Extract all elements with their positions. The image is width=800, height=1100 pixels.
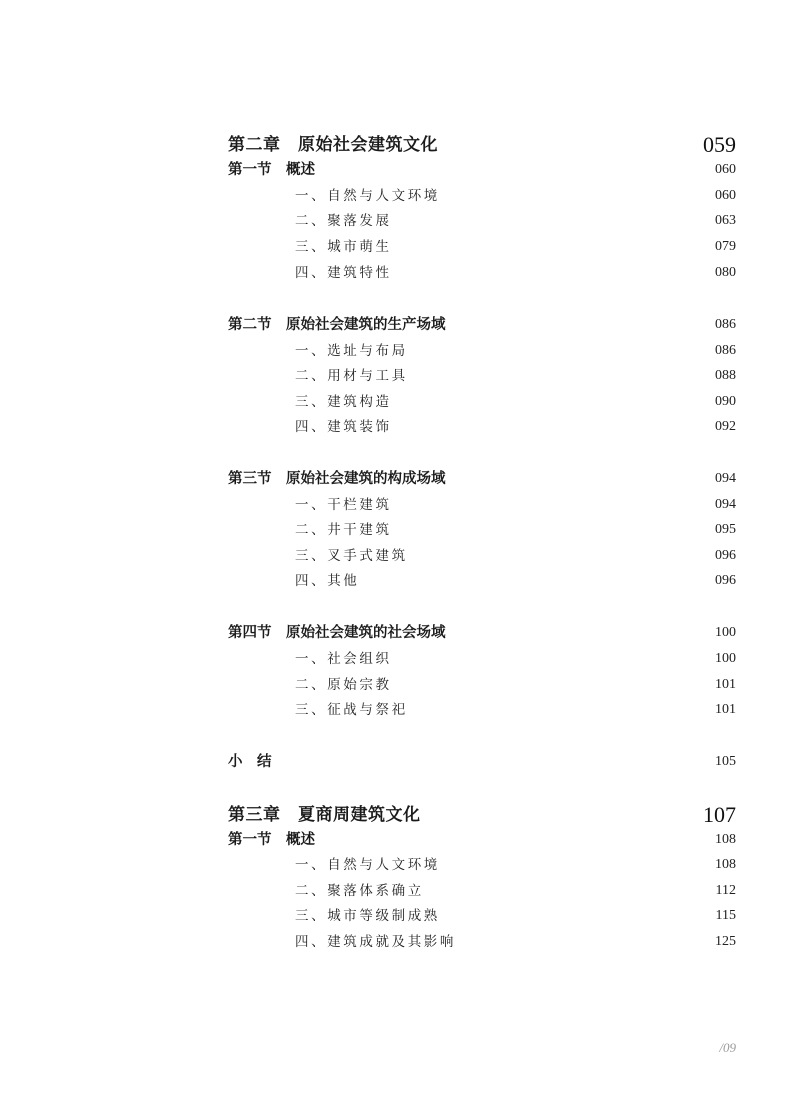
toc-item [0, 363, 800, 389]
toc-title: 第二章 原始社会建筑文化 [228, 135, 438, 155]
toc-item [0, 492, 800, 518]
toc-title: 第一节 概述 [228, 161, 315, 178]
toc-title: 一、自然与人文环境 [295, 857, 440, 873]
toc-item [0, 389, 800, 415]
toc-page-number: 090 [715, 394, 736, 409]
toc-title: 第四节 原始社会建筑的社会场域 [228, 624, 446, 641]
toc-title: 二、聚落体系确立 [295, 883, 424, 899]
toc-item [0, 697, 800, 723]
toc-page-number: 092 [715, 419, 736, 434]
toc-chapter [0, 802, 800, 828]
page-number: /09 [719, 1040, 736, 1055]
toc-page-number: 080 [715, 265, 736, 280]
toc-title: 二、原始宗教 [295, 677, 392, 693]
toc-page-number: 112 [715, 883, 736, 898]
toc-title: 一、自然与人文环境 [295, 188, 440, 204]
toc-title: 第三节 原始社会建筑的构成场域 [228, 470, 446, 487]
toc-title: 三、城市等级制成熟 [295, 908, 440, 924]
toc-page-number: 094 [715, 497, 736, 512]
toc-title: 二、聚落发展 [295, 213, 392, 229]
toc-item [0, 568, 800, 594]
toc-page-number: 088 [715, 368, 736, 383]
toc-page-number: 108 [715, 832, 736, 847]
toc-item [0, 543, 800, 569]
toc-item [0, 338, 800, 364]
toc-summary [0, 749, 800, 775]
toc-title: 一、社会组织 [295, 651, 392, 667]
toc-page-number: 125 [715, 934, 736, 949]
toc-section [0, 157, 800, 183]
toc-item [0, 852, 800, 878]
toc-page-number: 059 [703, 132, 736, 157]
toc-item [0, 646, 800, 672]
toc-page-number: 063 [715, 213, 736, 228]
toc-section [0, 827, 800, 853]
toc-section [0, 620, 800, 646]
toc-item [0, 517, 800, 543]
toc-item [0, 903, 800, 929]
toc-page-number: 060 [715, 162, 736, 177]
toc-title: 第二节 原始社会建筑的生产场域 [228, 316, 446, 333]
toc-title: 二、用材与工具 [295, 368, 408, 384]
toc-page-number: 100 [715, 625, 736, 640]
toc-page-number: 096 [715, 573, 736, 588]
toc-page-number: 101 [715, 677, 736, 692]
toc-title: 四、建筑装饰 [295, 419, 392, 435]
toc-page-number: 096 [715, 548, 736, 563]
toc-title: 三、建筑构造 [295, 394, 392, 410]
toc-item [0, 260, 800, 286]
toc-page-number: 108 [715, 857, 736, 872]
toc-item [0, 878, 800, 904]
toc-page-number: 086 [715, 317, 736, 332]
toc-title: 四、其他 [295, 573, 360, 589]
toc-item [0, 929, 800, 955]
toc-title: 第三章 夏商周建筑文化 [228, 805, 421, 825]
toc-section [0, 312, 800, 338]
toc-section [0, 466, 800, 492]
toc-page-number: 100 [715, 651, 736, 666]
toc-title: 二、井干建筑 [295, 522, 392, 538]
toc-item [0, 234, 800, 260]
toc-title: 三、征战与祭祀 [295, 702, 408, 718]
toc-title: 三、叉手式建筑 [295, 548, 408, 564]
toc-title: 一、选址与布局 [295, 343, 408, 359]
toc-chapter [0, 132, 800, 158]
toc-page-number: 060 [715, 188, 736, 203]
toc-page-number: 086 [715, 343, 736, 358]
toc-page-number: 095 [715, 522, 736, 537]
toc-page-number: 094 [715, 471, 736, 486]
toc-title: 一、干栏建筑 [295, 497, 392, 513]
toc-page-number: 101 [715, 702, 736, 717]
toc-item [0, 183, 800, 209]
toc-page-number: 079 [715, 239, 736, 254]
toc-page-number: 105 [715, 754, 736, 769]
toc-item [0, 414, 800, 440]
toc-title: 小 结 [228, 753, 272, 770]
toc-page-number: 115 [715, 908, 736, 923]
toc-title: 四、建筑成就及其影响 [295, 934, 456, 950]
toc-page-number: 107 [703, 802, 736, 827]
toc-item [0, 672, 800, 698]
toc-title: 第一节 概述 [228, 831, 315, 848]
toc-title: 四、建筑特性 [295, 265, 392, 281]
toc-title: 三、城市萌生 [295, 239, 392, 255]
toc-item [0, 208, 800, 234]
